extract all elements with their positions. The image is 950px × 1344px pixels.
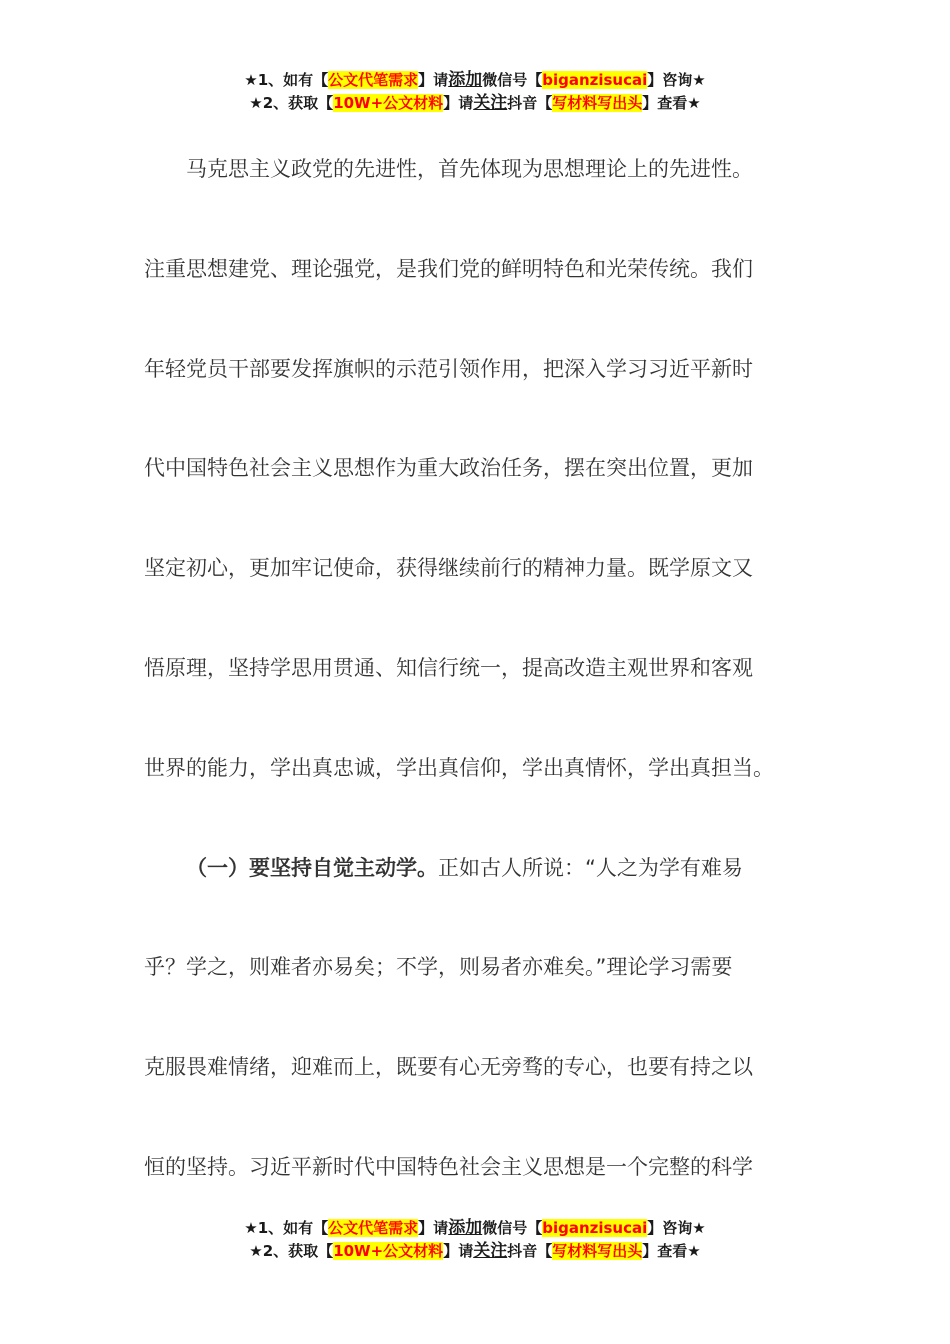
text-line: 代中国特色社会主义思想作为重大政治任务，摆在突出位置，更加 bbox=[144, 456, 753, 481]
text-line: 坚定初心，更加牢记使命，获得继续前行的精神力量。既学原文又 bbox=[144, 556, 753, 581]
banner-line-1 bbox=[0, 69, 950, 92]
banner-text: 】请 bbox=[418, 71, 449, 89]
banner-text: 抖音【 bbox=[507, 1242, 553, 1260]
section-lead: 正如古人所说：“人之为学有难易 bbox=[438, 855, 743, 880]
banner-text: ★1、如有【 bbox=[244, 71, 329, 89]
banner-wechat-id: biganzisucai bbox=[542, 71, 648, 89]
banner-text: 微信号【 bbox=[482, 1219, 543, 1237]
text-line: 悟原理，坚持学思用贯通、知信行统一，提高改造主观世界和客观 bbox=[144, 655, 753, 680]
banner-text: 】查看★ bbox=[642, 94, 701, 112]
banner-text: 】请 bbox=[443, 1242, 474, 1260]
banner-highlight: 公文代笔需求 bbox=[328, 1219, 419, 1237]
banner-line-2 bbox=[0, 92, 950, 115]
banner-emphasis: 添加 bbox=[448, 70, 483, 90]
banner-text: 】查看★ bbox=[642, 1242, 701, 1260]
banner-text: 微信号【 bbox=[482, 71, 543, 89]
text-line: 恒的坚持。习近平新时代中国特色社会主义思想是一个完整的科学 bbox=[144, 1154, 753, 1179]
banner-text: 】请 bbox=[443, 94, 474, 112]
banner-line-2 bbox=[0, 1240, 950, 1263]
banner-text: ★2、获取【 bbox=[249, 1242, 334, 1260]
paragraph-2-cont bbox=[144, 918, 806, 1217]
text-line: 年轻党员干部要发挥旗帜的示范引领作用，把深入学习习近平新时 bbox=[144, 356, 753, 381]
paragraph-1 bbox=[144, 120, 806, 220]
banner-text: 】咨询★ bbox=[647, 1219, 706, 1237]
text-line: 世界的能力，学出真忠诚，学出真信仰，学出真情怀，学出真担当。 bbox=[144, 755, 774, 780]
text-line: 注重思想建党、理论强党，是我们党的鲜明特色和光荣传统。我们 bbox=[144, 256, 753, 281]
banner-text: 】咨询★ bbox=[647, 71, 706, 89]
paragraph-2 bbox=[144, 819, 806, 919]
document-body bbox=[144, 120, 806, 1218]
banner-emphasis: 关注 bbox=[473, 93, 508, 113]
banner-emphasis: 添加 bbox=[448, 1218, 483, 1238]
banner-highlight: 10W+公文材料 bbox=[333, 94, 444, 112]
text-line: 马克思主义政党的先进性，首先体现为思想理论上的先进性。 bbox=[186, 157, 753, 181]
footer-banner bbox=[0, 1217, 950, 1263]
banner-wechat-id: biganzisucai bbox=[542, 1219, 648, 1237]
banner-text: 】请 bbox=[418, 1219, 449, 1237]
text-line: 乎？学之，则难者亦易矣；不学，则易者亦难矣。”理论学习需要 bbox=[144, 955, 733, 980]
paragraph-1-cont bbox=[144, 220, 806, 819]
header-banner bbox=[0, 69, 950, 115]
banner-highlight: 公文代笔需求 bbox=[328, 71, 419, 89]
banner-text: ★2、获取【 bbox=[249, 94, 334, 112]
banner-highlight: 10W+公文材料 bbox=[333, 1242, 444, 1260]
section-heading: （一）要坚持自觉主动学。 bbox=[186, 855, 438, 880]
banner-line-1 bbox=[0, 1217, 950, 1240]
banner-text: ★1、如有【 bbox=[244, 1219, 329, 1237]
banner-douyin-id: 写材料写出头 bbox=[552, 1242, 643, 1260]
banner-douyin-id: 写材料写出头 bbox=[552, 94, 643, 112]
banner-text: 抖音【 bbox=[507, 94, 553, 112]
text-line bbox=[144, 819, 806, 919]
text-line: 克服畏难情绪，迎难而上，既要有心无旁骛的专心，也要有持之以 bbox=[144, 1055, 753, 1080]
banner-emphasis: 关注 bbox=[473, 1241, 508, 1261]
